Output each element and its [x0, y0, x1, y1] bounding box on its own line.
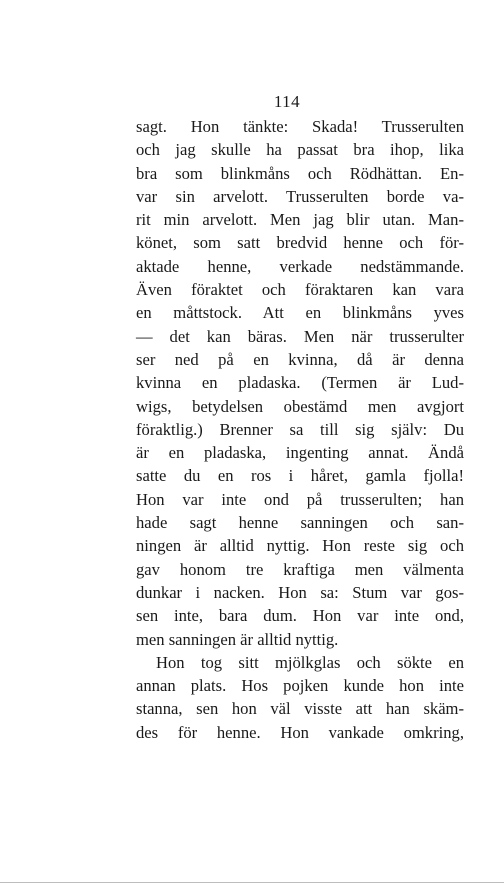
text-line: des för henne. Hon vankade omkring, [136, 722, 464, 742]
text-line: gav honom tre kraftiga men välmenta [136, 559, 464, 579]
text-line: föraktlig.) Brenner sa till sig själv: Du [136, 419, 464, 439]
body-text [136, 115, 464, 744]
text-line: dunkar i nacken. Hon sa: Stum var gos- [136, 582, 464, 602]
text-line: hade sagt henne sanningen och san- [136, 513, 464, 533]
text-line: bra som blinkmåns och Rödhättan. En- [136, 163, 464, 183]
text-line: aktade henne, verkade nedstämmande. [136, 256, 464, 276]
text-line: var sin arvelott. Trusserulten borde va- [136, 186, 464, 206]
text-line: sagt. Hon tänkte: Skada! Trusserulten [136, 117, 464, 136]
text-line: annan plats. Hos pojken kunde hon inte [136, 676, 464, 696]
text-line: stanna, sen hon väl visste att han skäm- [136, 699, 464, 719]
text-line: ser ned på en kvinna, då är denna [136, 349, 464, 369]
page-bottom-edge [0, 882, 504, 883]
text-line: ningen är alltid nyttig. Hon reste sig och [136, 536, 464, 556]
text-line: kvinna en pladaska. (Termen är Lud- [136, 373, 464, 393]
text-line: könet, som satt bredvid henne och för- [136, 233, 464, 253]
text-line: en måttstock. Att en blinkmåns yves [136, 303, 464, 323]
text-line: satte du en ros i håret, gamla fjolla! [136, 466, 464, 486]
text-line: och jag skulle ha passat bra ihop, lika [136, 140, 464, 160]
paragraph-end-line: men sanningen är alltid nyttig. [136, 629, 339, 649]
text-line: wigs, betydelsen obestämd men avgjort [136, 396, 464, 416]
paragraph-start-line: Hon tog sitt mjölkglas och sökte en [156, 652, 464, 672]
page-number: 114 [273, 92, 301, 111]
text-line: sen inte, bara dum. Hon var inte ond, [136, 606, 464, 626]
text-line: Även föraktet och föraktaren kan vara [136, 280, 464, 300]
text-line: är en pladaska, ingenting annat. Ändå [136, 443, 464, 463]
text-line: rit min arvelott. Men jag blir utan. Man- [136, 210, 464, 230]
text-line: Hon var inte ond på trusserulten; han [136, 489, 464, 509]
text-line: — det kan bäras. Men när trusserulter [136, 326, 464, 346]
